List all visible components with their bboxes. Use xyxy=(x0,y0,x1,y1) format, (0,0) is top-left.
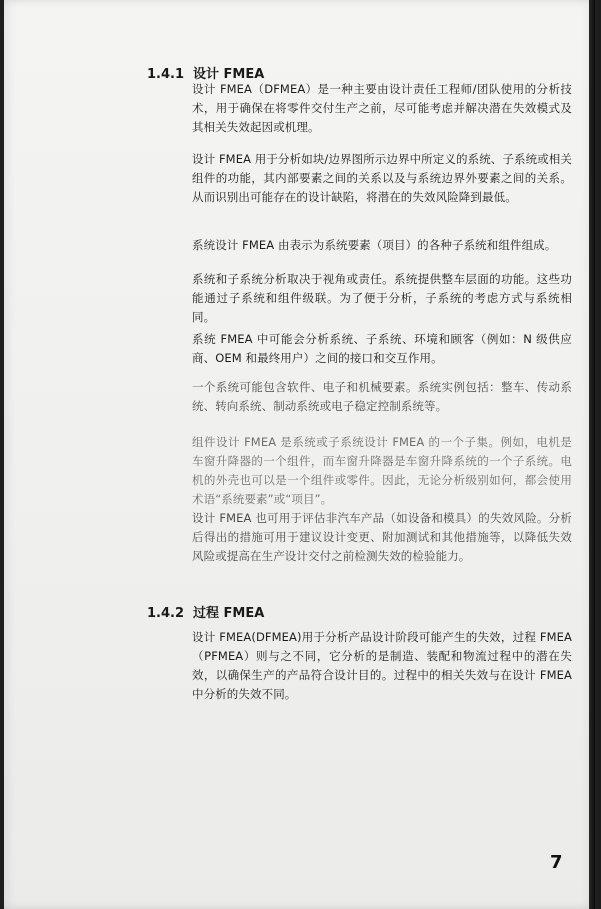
section-number: 1.4.2 xyxy=(147,606,185,621)
paragraph: 设计 FMEA(DFMEA)用于分析产品设计阶段可能产生的失效，过程 FMEA（PFMEA）则与之不同，它分析的是制造、装配和物流过程中的潜在失效，以确保生产的产品符合设计目的。过程中的相关失效与在设计 FMEA 中分析的失效不同。 xyxy=(192,630,572,701)
section-heading xyxy=(147,602,264,621)
page-edge-shadow xyxy=(589,0,595,909)
section-title: 设计 FMEA xyxy=(193,67,265,82)
page-number: 7 xyxy=(550,852,563,873)
paragraph: 设计 FMEA（DFMEA）是一种主要由设计责任工程师/团队使用的分析技术，用于确保在将零件交付生产之前，尽可能考虑并解决潜在失效模式及其相关失效起因或机理。 xyxy=(192,82,572,134)
paragraph: 组件设计 FMEA 是系统或子系统设计 FMEA 的一个子集。例如，电机是车窗升降器的一个组件，而车窗升降器是车窗升降系统的一个子系统。电机的外壳也可以是一个组件或零件。因此，无论分析级别如何，都会使用术语“系统要素”或“项目”。 xyxy=(192,435,572,506)
paragraph: 设计 FMEA 也可用于评估非汽车产品（如设备和模具）的失效风险。分析后得出的措施可用于建议设计变更、附加测试和其他措施等，以降低失效风险或提高在生产设计交付之前检测失效的检验能力。 xyxy=(192,511,572,563)
paragraph: 系统 FMEA 中可能会分析系统、子系统、环境和顾客（例如：N 级供应商、OEM 和最终用户）之间的接口和交互作用。 xyxy=(192,332,572,365)
section-number: 1.4.1 xyxy=(147,67,185,82)
paragraph: 系统和子系统分析取决于视角或责任。系统提供整车层面的功能。这些功能通过子系统和组件级联。为了便于分析，子系统的考虑方式与系统相同。 xyxy=(192,272,572,324)
paragraph: 设计 FMEA 用于分析如块/边界图所示边界中所定义的系统、子系统或相关组件的功能，其内部要素之间的关系以及与系统边界外要素之间的关系。从而识别出可能存在的设计缺陷，将潜在的失效风险降到最低。 xyxy=(192,152,572,204)
paragraph: 系统设计 FMEA 由表示为系统要素（项目）的各种子系统和组件组成。 xyxy=(192,238,557,252)
section-title: 过程 FMEA xyxy=(193,606,265,621)
paragraph: 一个系统可能包含软件、电子和机械要素。系统实例包括：整车、传动系统、转向系统、制动系统或电子稳定控制系统等。 xyxy=(192,380,572,413)
document-page xyxy=(4,0,595,909)
